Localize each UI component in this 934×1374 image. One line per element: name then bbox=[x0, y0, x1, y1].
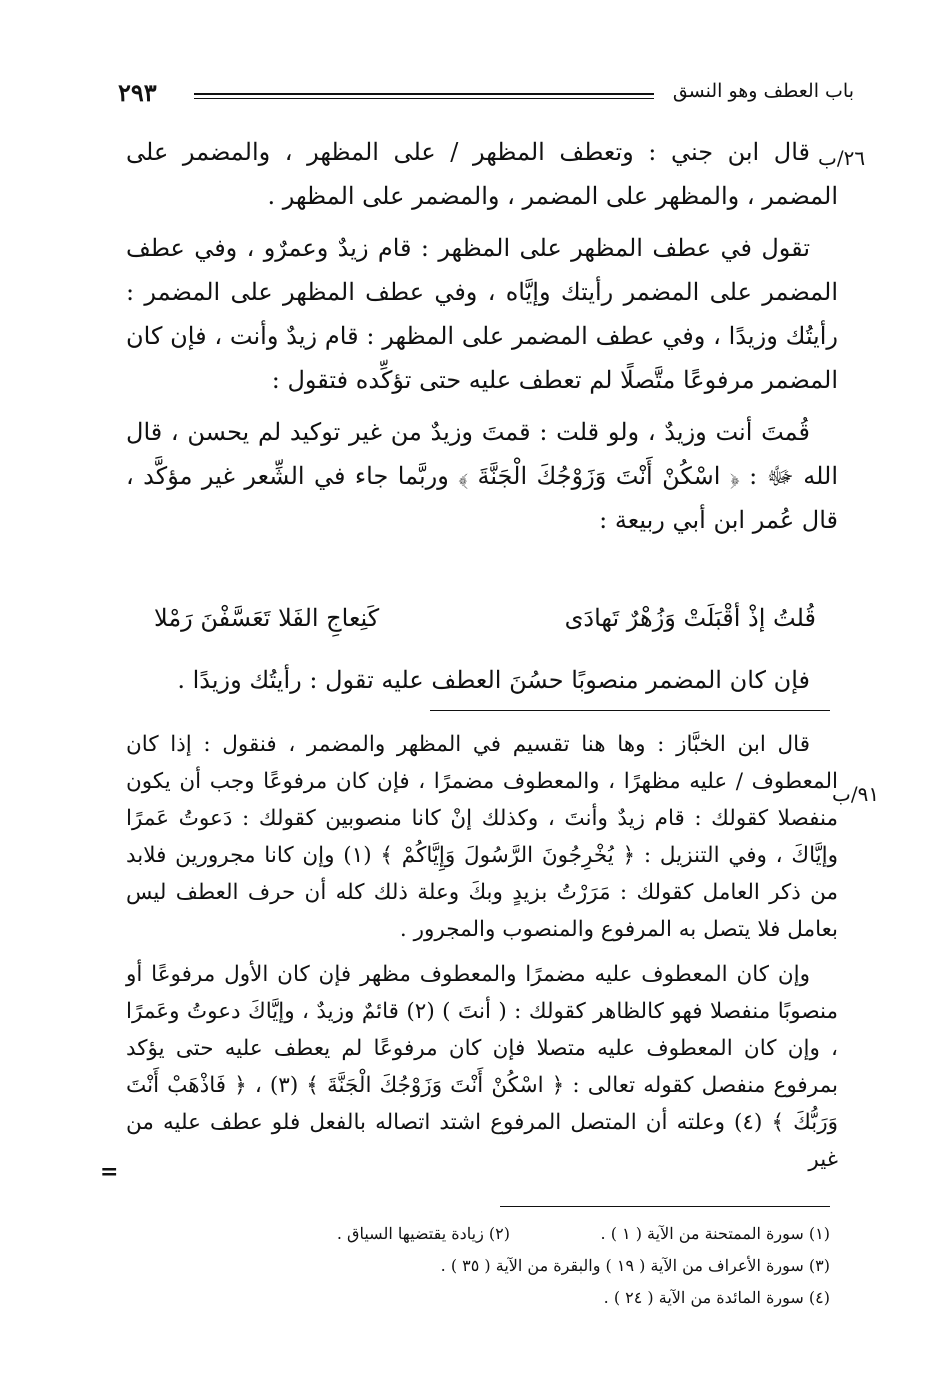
verse-second-hemistich: كَنِعاجِ الفَلا تَعَسَّفْنَ رَمْلا bbox=[154, 604, 380, 632]
page-number: ٢٩٣ bbox=[118, 78, 157, 107]
chapter-title: باب العطف وهو النسق bbox=[672, 80, 854, 102]
poetry-verse bbox=[126, 604, 838, 644]
footnote: (١) سورة الممتحنة من الآية ( ١ ) . bbox=[600, 1224, 830, 1243]
manuscript-folio-note: ٢٦/ب bbox=[818, 146, 866, 170]
main-paragraph: قال ابن جني : وتعطف المظهر / على المظهر ، والمضمر على المضمر ، والمظهر على المضمر ، والمضمر على المظهر . bbox=[126, 138, 838, 210]
main-paragraph: فإن كان المضمر منصوبًا حسُنَ العطف عليه تقول : رأيتُك وزيدًا . bbox=[177, 666, 810, 694]
footnote-separator bbox=[500, 1206, 830, 1207]
footnote: (٤) سورة المائدة من الآية ( ٢٤ ) . bbox=[603, 1288, 830, 1307]
main-paragraph: تقول في عطف المظهر على المظهر : قام زيدٌ وعمرٌو ، وفي عطف المضمر على المضمر رأيتك وإيَّاه ، وفي عطف المظهر على المضمر : رأيتُك وزيدًا ، وفي عطف المضمر على المظهر : قام زيدٌ وأنت ، فإن كان المضمر مرفوعًا متَّصلًا لم تعطف عليه حتى تؤكِّده فتقول : bbox=[126, 234, 838, 394]
manuscript-folio-note: ٩١/ب bbox=[832, 782, 880, 806]
commentary-paragraph: وإن كان المعطوف عليه مضمرًا والمعطوف مظهر فإن كان الأول مرفوعًا أو منصوبًا منفصلا فهو كالظاهر كقولك : ( أنتَ ) (٢) قائمٌ وزيدٌ ، وإيَّاكَ دعوتُ وعَمرًا ، وإن كان المعطوف عليه متصلا فإن كان مرفوعًا لم يعطف عليه حتى يؤكد بمرفوع منفصل كقوله تعالى : ﴿ اسْكُنْ أَنْتَ وَزَوْجُكَ الْجَنَّةَ ﴾ (٣) ، ﴿ فَاذْهَبْ أَنْتَ وَرَبُّكَ ﴾ (٤) وعلته أن المتصل المرفوع اشتد اتصاله بالفعل فلو عطف عليه من غير bbox=[126, 962, 839, 1172]
footnote: (٢) زيادة يقتضيها السياق . bbox=[336, 1224, 510, 1243]
continuation-mark: = bbox=[100, 1159, 119, 1185]
verse-first-hemistich: قُلتُ إذْ أقْبَلَتْ وَزُهْرٌ تَهادَى bbox=[564, 604, 816, 632]
header-rule bbox=[194, 93, 654, 99]
commentary-text bbox=[126, 726, 838, 1178]
main-closing bbox=[126, 658, 838, 702]
main-paragraph: قُمتَ أنت وزيدٌ ، ولو قلت : قمتَ وزيدٌ من غير توكيد لم يحسن ، قال الله ﷻ : ﴿ اسْكُنْ أَنْتَ وَزَوْجُكَ الْجَنَّةَ ﴾ وربَّما جاء في الشِّعر غير مؤكَّد ، قال عُمر ابن أبي ربيعة : bbox=[126, 418, 838, 534]
text-separator bbox=[430, 710, 830, 711]
footnote: (٣) سورة الأعراف من الآية ( ١٩ ) والبقرة من الآية ( ٣٥ ) . bbox=[440, 1256, 830, 1275]
commentary-paragraph: قال ابن الخبَّاز : وها هنا تقسيم في المظهر والمضمر ، فنقول : إذا كان المعطوف / عليه مظهرًا ، والمعطوف مضمرًا ، فإن كان مرفوعًا وجب أن يكون منفصلا كقولك : قام زيدٌ وأنتَ ، وكذلك إنْ كانا منصوبين كقولك : دَعوتُ عَمرًا وإيَّاكَ ، وفي التنزيل : ﴿ يُخْرِجُونَ الرَّسُولَ وَإِيَّاكُمْ ﴾ (١) وإن كانا مجرورين فلابد من ذكر العامل كقولك : مَرَرْتُ بزيدٍ وبكَ وعلة ذلك كله أن حرف العطف ليس بعامل فلا يتصل به المرفوع والمنصوب والمجرور . bbox=[126, 732, 838, 942]
running-header bbox=[118, 78, 854, 112]
main-text bbox=[126, 130, 838, 542]
